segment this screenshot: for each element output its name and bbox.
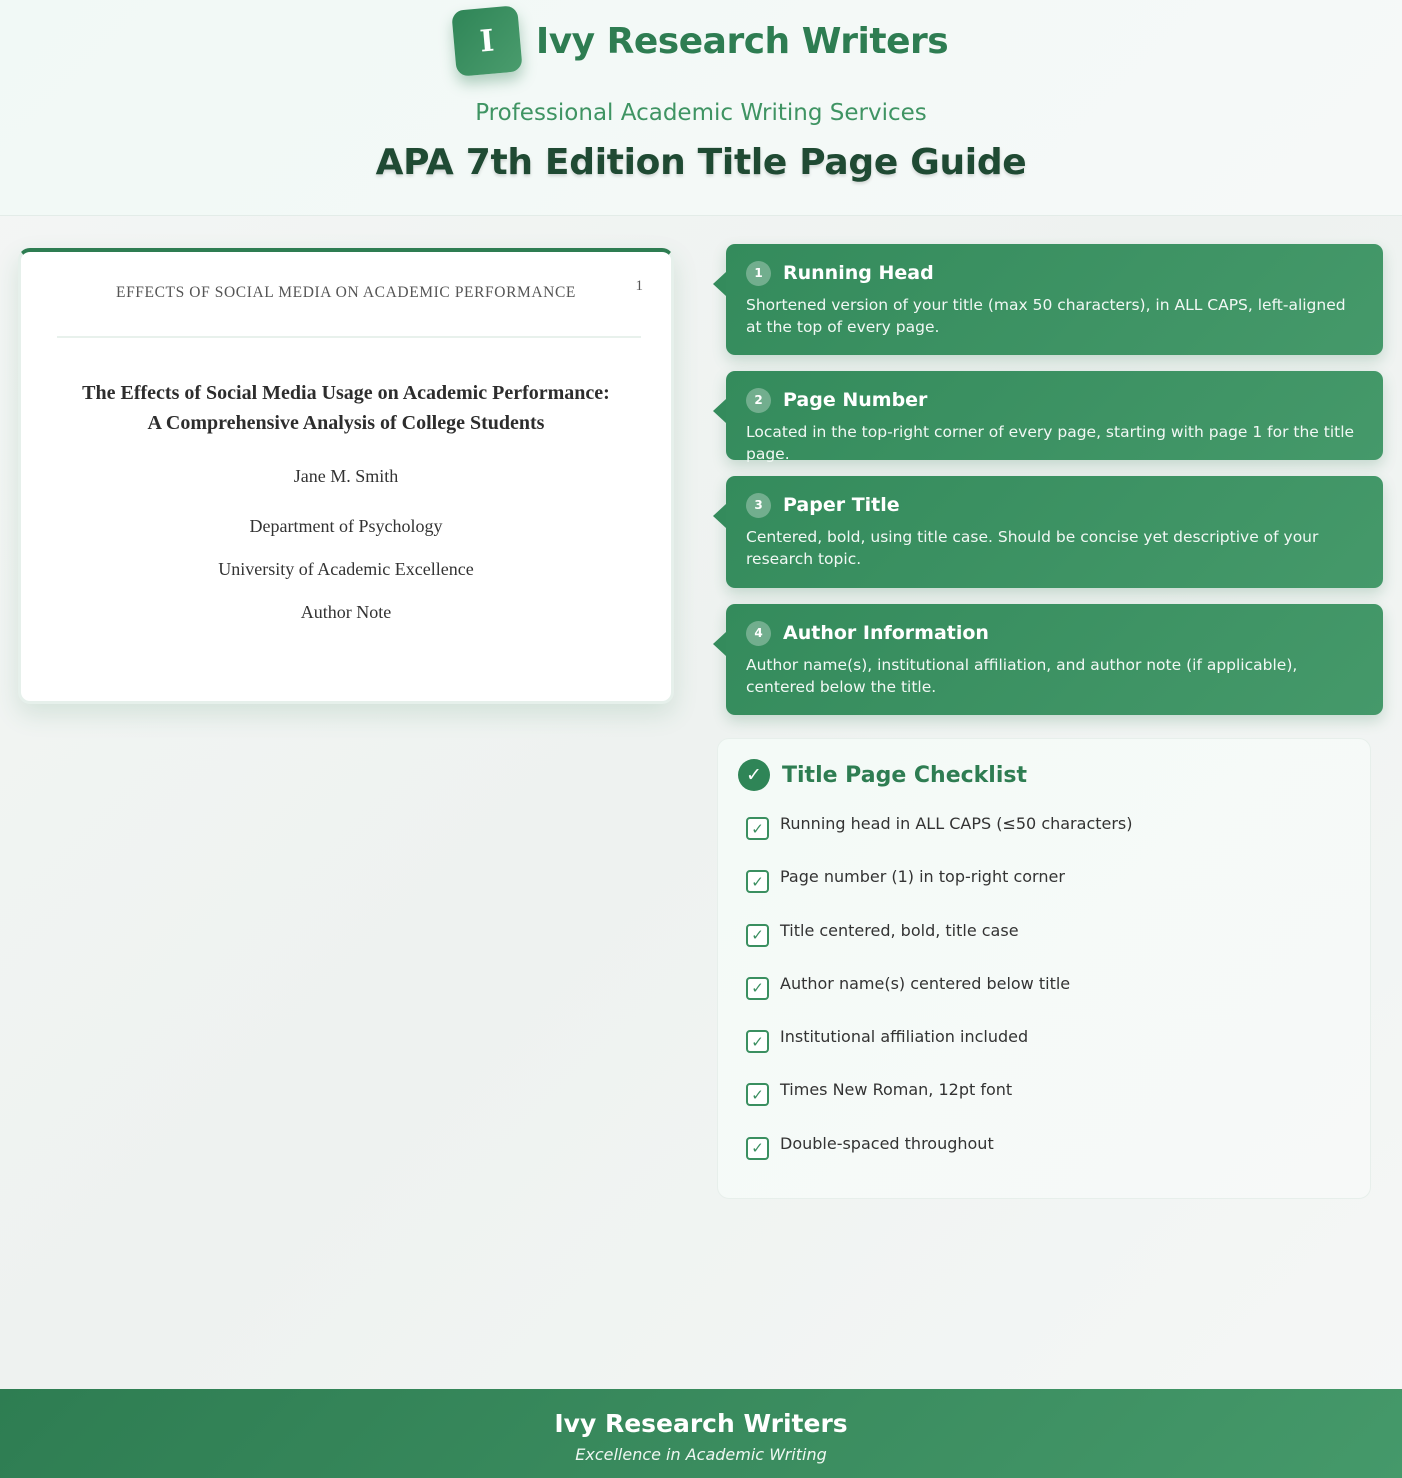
info-card-running-head [726,244,1383,355]
footer-tagline: Excellence in Academic Writing [575,1445,827,1464]
page-footer [0,1389,1402,1478]
card-text: Located in the top-right corner of every page, starting with page 1 for the title page. [746,423,1355,463]
logo-icon: I [451,5,523,77]
checkbox-checked-icon[interactable]: ✓ [746,1083,769,1106]
title-page-checklist [717,738,1371,1199]
tagline: Professional Academic Writing Services [475,100,927,126]
paper-title [41,378,651,438]
brand[interactable] [0,8,1402,74]
step-number-badge: 1 [746,261,771,286]
card-text: Author name(s), institutional affiliation, and author note (if applicable), centered below the title. [746,656,1298,696]
author-name: Jane M. Smith [293,466,399,486]
page-number: 1 [635,278,643,294]
checkbox-checked-icon[interactable]: ✓ [746,977,769,1000]
checklist-item[interactable] [746,1133,1133,1186]
checklist-item[interactable] [746,866,1133,919]
title-page-preview [18,248,674,704]
page-header [0,0,1402,216]
checklist-item-label: Title centered, bold, title case [780,920,1019,940]
footer-brand-name: Ivy Research Writers [554,1409,848,1438]
check-circle-icon: ✓ [738,759,770,791]
checklist-item[interactable] [746,1079,1133,1132]
running-head: EFFECTS OF SOCIAL MEDIA ON ACADEMIC PERFORMANCE [116,284,576,301]
checkbox-checked-icon[interactable]: ✓ [746,817,769,840]
checklist-item-label: Page number (1) in top-right corner [780,867,1065,887]
checklist-title: Title Page Checklist [782,762,1027,788]
author-note: Author Note [300,602,392,622]
card-text: Shortened version of your title (max 50 characters), in ALL CAPS, left-aligned at the top of every page. [746,296,1346,336]
checkbox-checked-icon[interactable]: ✓ [746,924,769,947]
brand-name: Ivy Research Writers [535,20,949,62]
checklist-item-label: Double-spaced throughout [780,1133,994,1153]
department: Department of Psychology [249,516,443,536]
checklist-items [746,813,1133,1186]
step-number-badge: 3 [746,493,771,518]
checkbox-checked-icon[interactable]: ✓ [746,1030,769,1053]
checkbox-checked-icon[interactable]: ✓ [746,1137,769,1160]
checklist-item[interactable] [746,813,1133,866]
university: University of Academic Excellence [218,559,474,579]
checklist-item-label: Running head in ALL CAPS (≤50 characters) [780,814,1133,833]
checklist-item-label: Times New Roman, 12pt font [780,1080,1013,1100]
step-number-badge: 4 [746,621,771,646]
checklist-item[interactable] [746,1026,1133,1079]
checklist-item[interactable] [746,920,1133,973]
page-title: APA 7th Edition Title Page Guide [375,142,1027,183]
paper-title-line-1: The Effects of Social Media Usage on Academic Performance: [82,382,610,404]
card-text: Centered, bold, using title case. Should be concise yet descriptive of your research topic. [746,528,1319,568]
card-title: Running Head [783,262,934,284]
card-title: Paper Title [783,494,900,516]
divider [57,336,641,338]
info-card-author-information [726,604,1383,715]
step-number-badge: 2 [746,388,771,413]
paper-title-line-2: A Comprehensive Analysis of College Students [147,412,545,434]
checklist-item[interactable] [746,973,1133,1026]
info-card-paper-title [726,476,1383,588]
card-title: Page Number [783,389,928,411]
info-card-page-number [726,371,1383,463]
card-title: Author Information [783,622,989,644]
checklist-item-label: Author name(s) centered below title [780,973,1071,993]
checkbox-checked-icon[interactable]: ✓ [746,870,769,893]
checklist-item-label: Institutional affiliation included [780,1027,1029,1047]
